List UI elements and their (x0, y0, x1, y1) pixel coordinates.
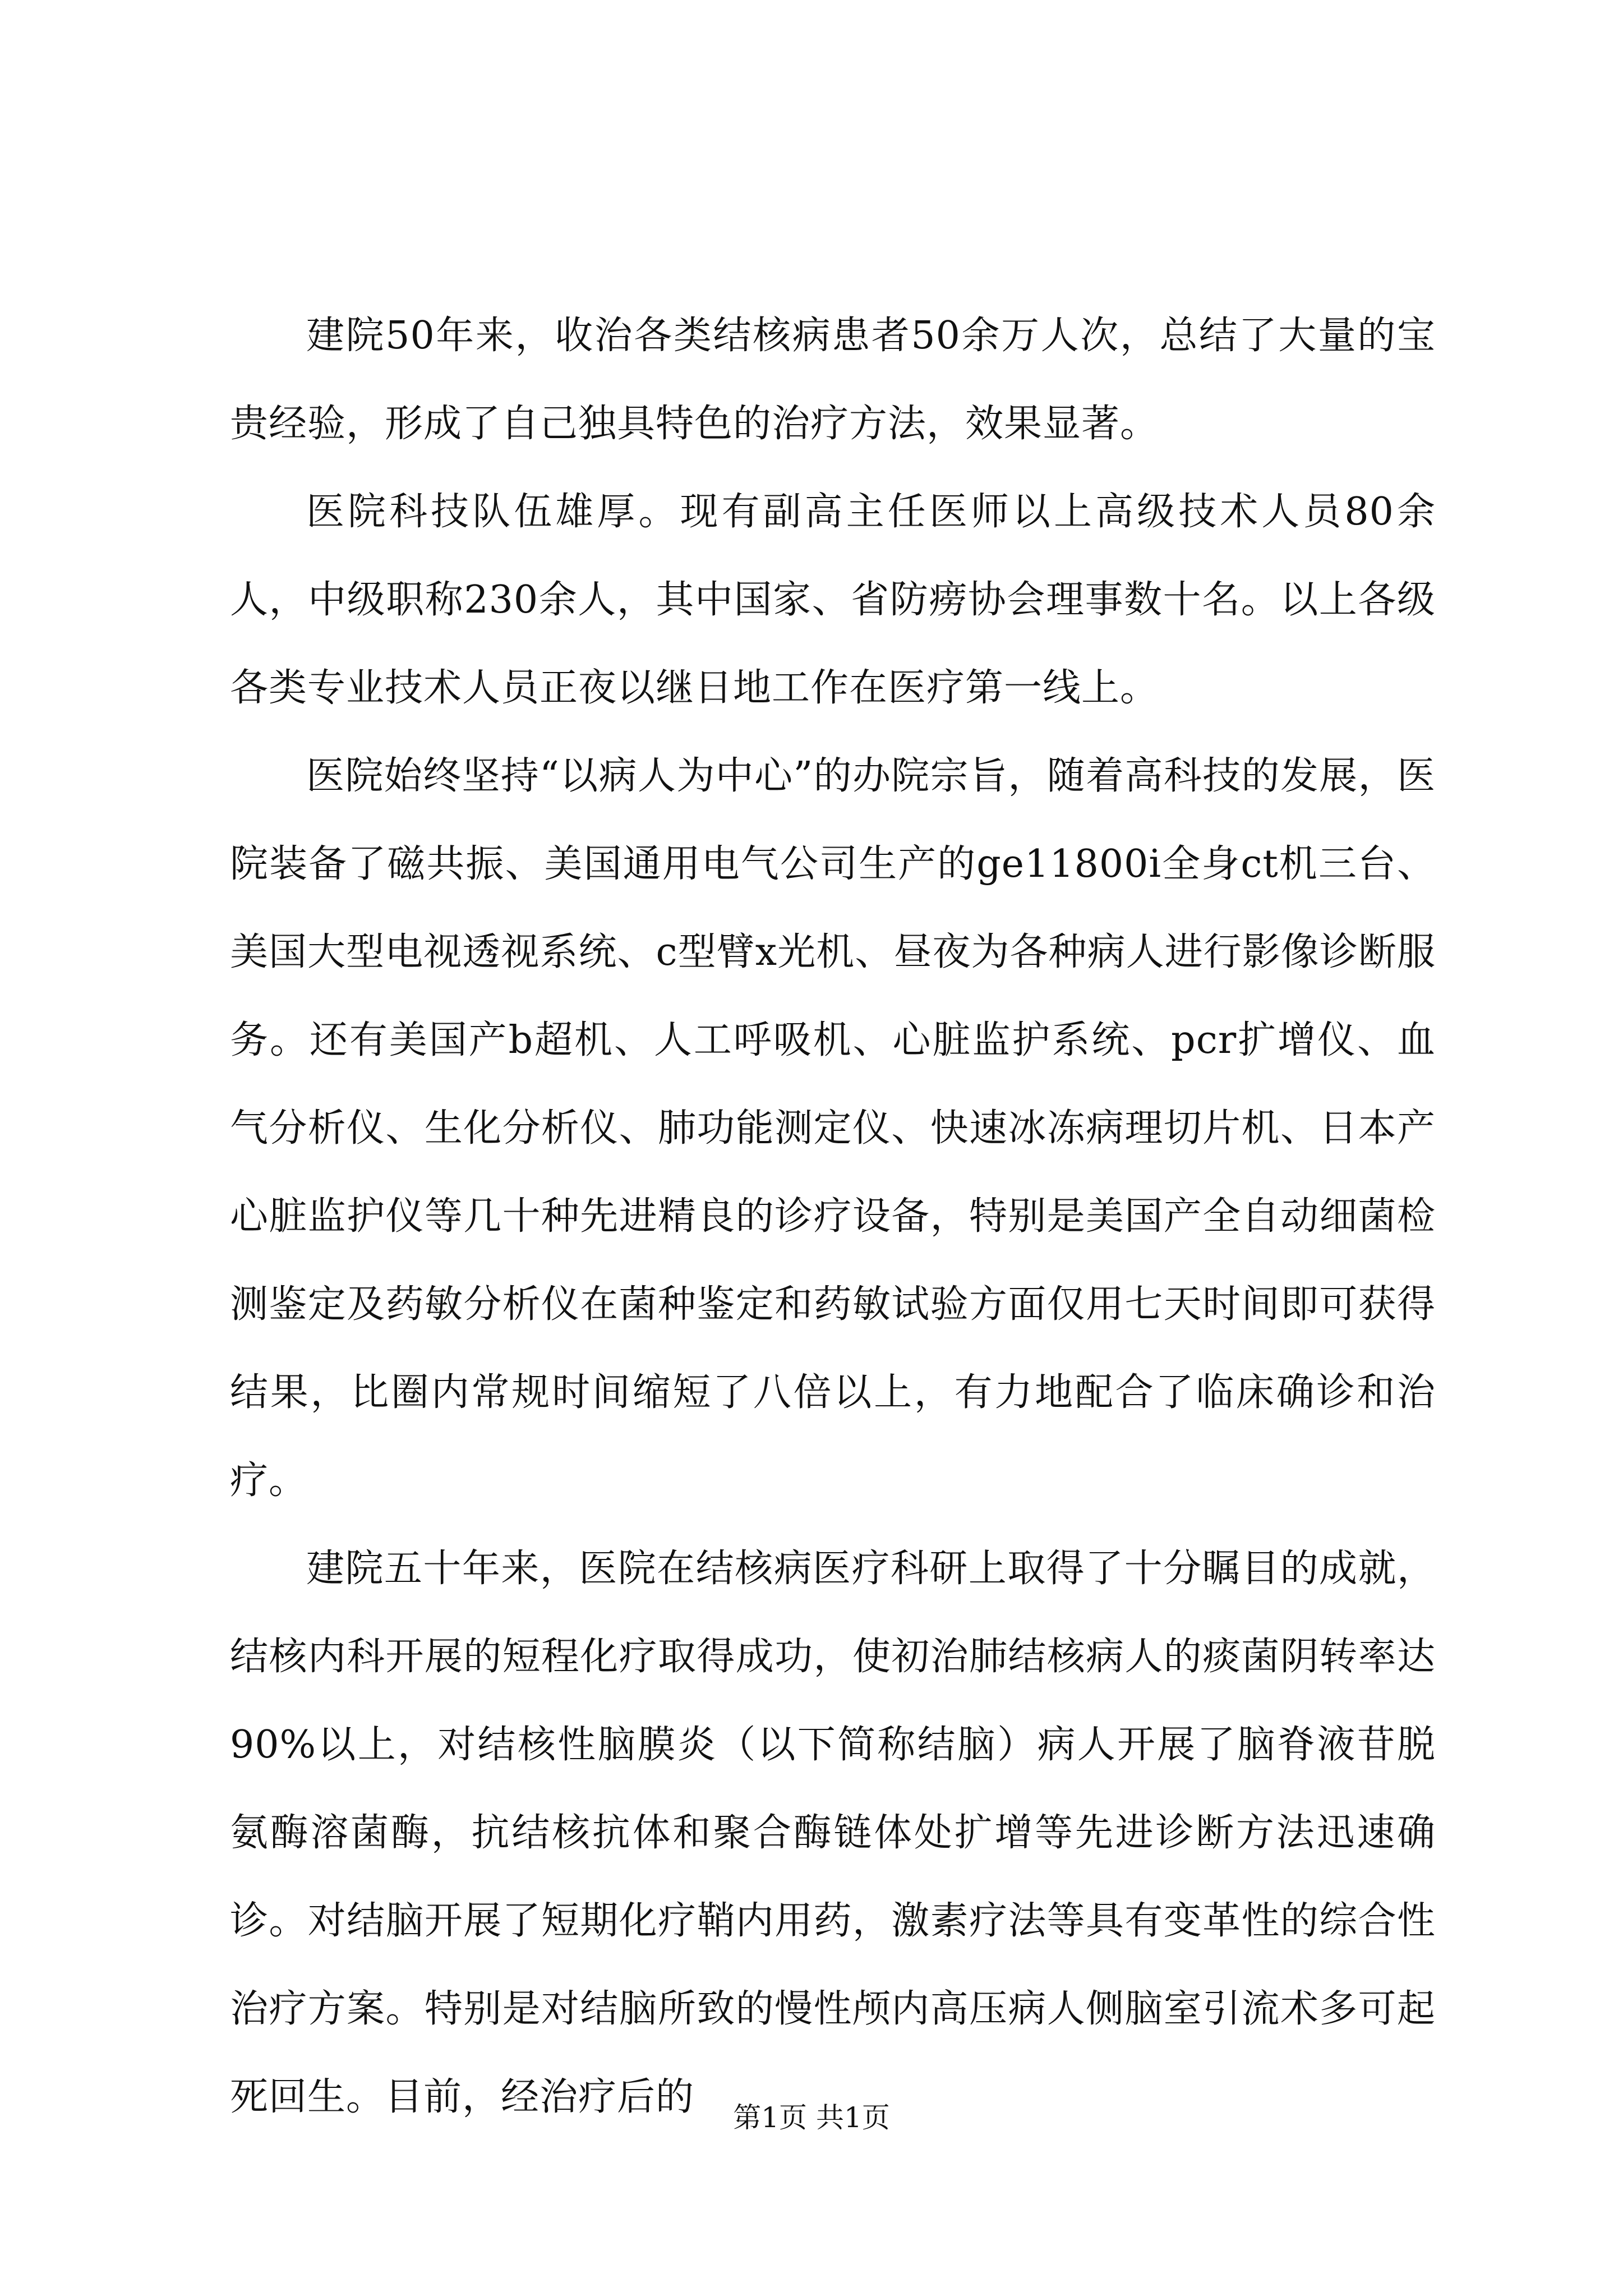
page-footer: 第1页 共1页 (733, 2101, 890, 2134)
paragraph-3: 医院始终坚持“以病人为中心”的办院宗旨，随着高科技的发展，医院装备了磁共振、美国通用电气公司生产的ge11800i全身ct机三台、美国大型电视透视系统、c型臂x光机、昼夜为各种病人进行影像诊断服务。还有美国产b超机、人工呼吸机、心脏监护系统、pcr扩增仪、血气分析仪、生化分析仪、肺功能测定仪、快速冰冻病理切片机、日本产心脏监护仪等几十种先进精良的诊疗设备，特别是美国产全自动细菌检测鉴定及药敏分析仪在菌种鉴定和药敏试验方面仅用七天时间即可获得结果，比圈内常规时间缩短了八倍以上，有力地配合了临床确诊和治疗。 (230, 754, 1436, 1503)
paragraph-4: 建院五十年来，医院在结核病医疗科研上取得了十分瞩目的成就，结核内科开展的短程化疗取得成功，使初治肺结核病人的痰菌阴转率达90%以上，对结核性脑膜炎（以下简称结脑）病人开展了脑脊液苷脱氨酶溶菌酶，抗结核抗体和聚合酶链体处扩增等先进诊断方法迅速确诊。对结脑开展了短期化疗鞘内用药，激素疗法等具有变革性的综合性治疗方案。特别是对结脑所致的慢性颅内高压病人侧脑室引流术多可起死回生。目前，经治疗后的 (230, 1547, 1436, 2119)
paragraph-1: 建院50年来，收治各类结核病患者50余万人次，总结了大量的宝贵经验，形成了自己独具特色的治疗方法，效果显著。 (230, 314, 1436, 446)
document-body (230, 292, 1436, 2141)
paragraph-2: 医院科技队伍雄厚。现有副高主任医师以上高级技术人员80余人，中级职称230余人，其中国家、省防痨协会理事数十名。以上各级各类专业技术人员正夜以继日地工作在医疗第一线上。 (230, 490, 1436, 710)
